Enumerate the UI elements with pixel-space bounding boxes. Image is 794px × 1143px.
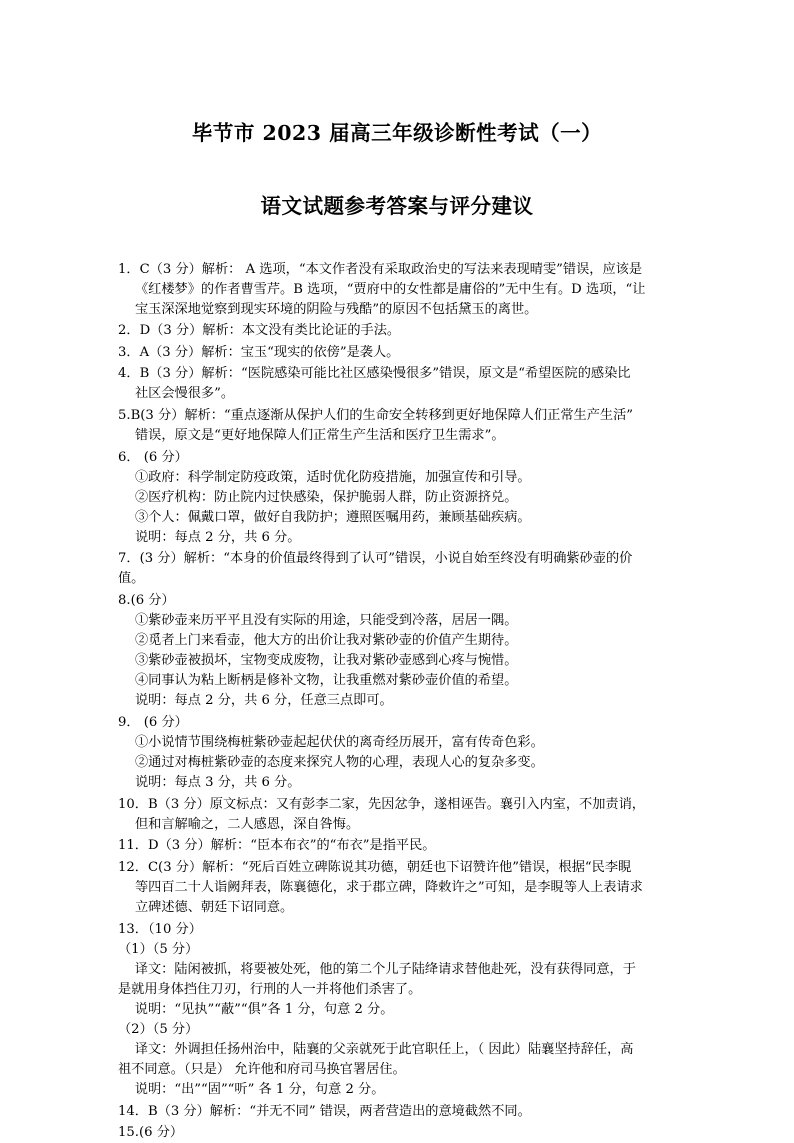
answer-line: ①政府：科学制定防疫政策，适时优化防疫措施，加强宣传和引导。 [118,468,676,488]
answer-item-1 [118,260,676,320]
answer-line: 说明：“见执”“蔽”“俱”各 1 分，句意 2 分。 [118,1000,676,1020]
answer-line: 7．(3 分）解析：“本身的价值最终得到了认可”错误，小说自始至终没有明确紫砂壶的价 [118,549,676,569]
answer-line: ③个人：佩戴口罩，做好自我防护；遵照医嘱用药，兼顾基础疾病。 [118,508,676,528]
answer-line: ③紫砂壶被损坏，宝物变成废物，让我对紫砂壶感到心疼与惋惜。 [118,651,676,671]
answer-item-8 [118,591,676,711]
answer-line: ②通过对梅桩紫砂壶的态度来探究人物的心理，表现人心的复杂多变。 [118,753,676,773]
answer-line: 5.B(3 分）解析：“重点逐渐从保护人们的生命安全转移到更好地保障人们正常生产生活” [118,406,676,426]
answer-line: ①小说情节围绕梅桩紫砂壶起起伏伏的离奇经历展开，富有传奇色彩。 [118,733,676,753]
answer-line: 译文：陆闲被抓，将要被处死，他的第二个儿子陆绛请求替他赴死，没有获得同意，于 [118,960,676,980]
answer-line: 说明：每点 3 分，共 6 分。 [118,773,676,793]
answer-line: ①紫砂壶来历平平且没有实际的用途，只能受到冷落，居居一隅。 [118,611,676,631]
answer-item-4 [118,364,676,404]
answer-line: ④同事认为粘上断柄是修补文物，让我重燃对紫砂壶价值的希望。 [118,671,676,691]
answer-line: 说明：“出”“固”“听” 各 1 分，句意 2 分。 [118,1080,676,1100]
answer-item-7 [118,549,676,589]
answer-line: ②医疗机构：防止院内过快感染，保护脆弱人群，防止资源挤兑。 [118,488,676,508]
answer-item-11 [118,836,676,856]
answer-line: 12．C(3 分）解析：“死后百姓立碑陈说其功德，朝廷也下诏赞许他”错误，根据“民李睍 [118,858,676,878]
answer-line: 4．B（3 分）解析：“医院感染可能比社区感染慢很多”错误，原文是“希望医院的感染比 [118,364,676,384]
answer-line: 等四百二十人诣阙拜表，陈襄德化，求于郡立碑，降敕许之”可知，是李睍等人上表请求 [118,878,676,898]
answer-line: ②觅者上门来看壶，他大方的出价让我对紫砂壶的价值产生期待。 [118,631,676,651]
page-subtitle: 语文试题参考答案与评分建议 [118,191,676,222]
answer-line: 14．B（3 分）解析：“并无不同” 错误，两者营造出的意境截然不同。 [118,1102,676,1122]
answer-line: 错误，原文是“更好地保障人们正常生产生活和医疗卫生需求”。 [118,426,676,446]
answer-line: 社区会慢很多”。 [118,384,676,404]
answer-line: 11．D（3 分）解析：“臣本布衣”的“布衣”是指平民。 [118,836,676,856]
answer-item-6 [118,448,676,548]
answer-line: 9． (6 分） [118,713,676,733]
answer-list [118,260,676,1143]
answer-item-13 [118,920,676,1101]
answer-item-10 [118,795,676,835]
answer-item-15 [118,1123,676,1143]
answer-line: 是就用身体挡住刀刃，行刑的人一并将他们杀害了。 [118,980,676,1000]
answer-item-9 [118,713,676,793]
answer-line: 但和言解喻之，二人感恩，深自咎悔。 [118,815,676,835]
answer-line: 6． (6 分） [118,448,676,468]
answer-line: 立碑述德、朝廷下诏同意。 [118,898,676,918]
answer-line: 说明：每点 2 分，共 6 分，任意三点即可。 [118,691,676,711]
answer-line: 译文：外调担任扬州治中，陆襄的父亲就死于此官职任上，（ 因此）陆襄坚持辞任，高 [118,1040,676,1060]
answer-line: 值。 [118,569,676,589]
answer-line: 《红楼梦》的作者曹雪芹。B 选项，“贾府中的女性都是庸俗的”无中生有。D 选项，“让 [118,280,676,300]
answer-line: 1．C（3 分）解析： A 选项，“本文作者没有采取政治史的写法来表现晴雯”错误，应该是 [118,260,676,280]
answer-line: （2）（5 分） [118,1020,676,1040]
answer-line: 10．B（3 分）原文标点：又有彭李二家，先因忿争，遂相诬告。襄引入内室，不加责诮， [118,795,676,815]
answer-line: 13．（10 分） [118,920,676,940]
answer-item-12 [118,858,676,918]
answer-line: 宝玉深深地觉察到现实环境的阴险与残酷”的原因不包括黛玉的离世。 [118,300,676,320]
answer-line: 祖不同意。（只是） 允许他和府司马换官署居住。 [118,1060,676,1080]
answer-item-5 [118,406,676,446]
answer-item-14 [118,1102,676,1122]
answer-line: 8.(6 分） [118,591,676,611]
page-title: 毕节市 2023 届高三年级诊断性考试（一） [118,118,676,149]
answer-item-3 [118,343,676,363]
answer-line: 说明：每点 2 分，共 6 分。 [118,528,676,548]
answer-line: 15.(6 分） [118,1123,676,1143]
answer-line: （1）（5 分） [118,940,676,960]
answer-line: 2．D（3 分）解析：本文没有类比论证的手法。 [118,321,676,341]
answer-line: 3．A（3 分）解析：宝玉“现实的依傍”是袭人。 [118,343,676,363]
answer-item-2 [118,321,676,341]
